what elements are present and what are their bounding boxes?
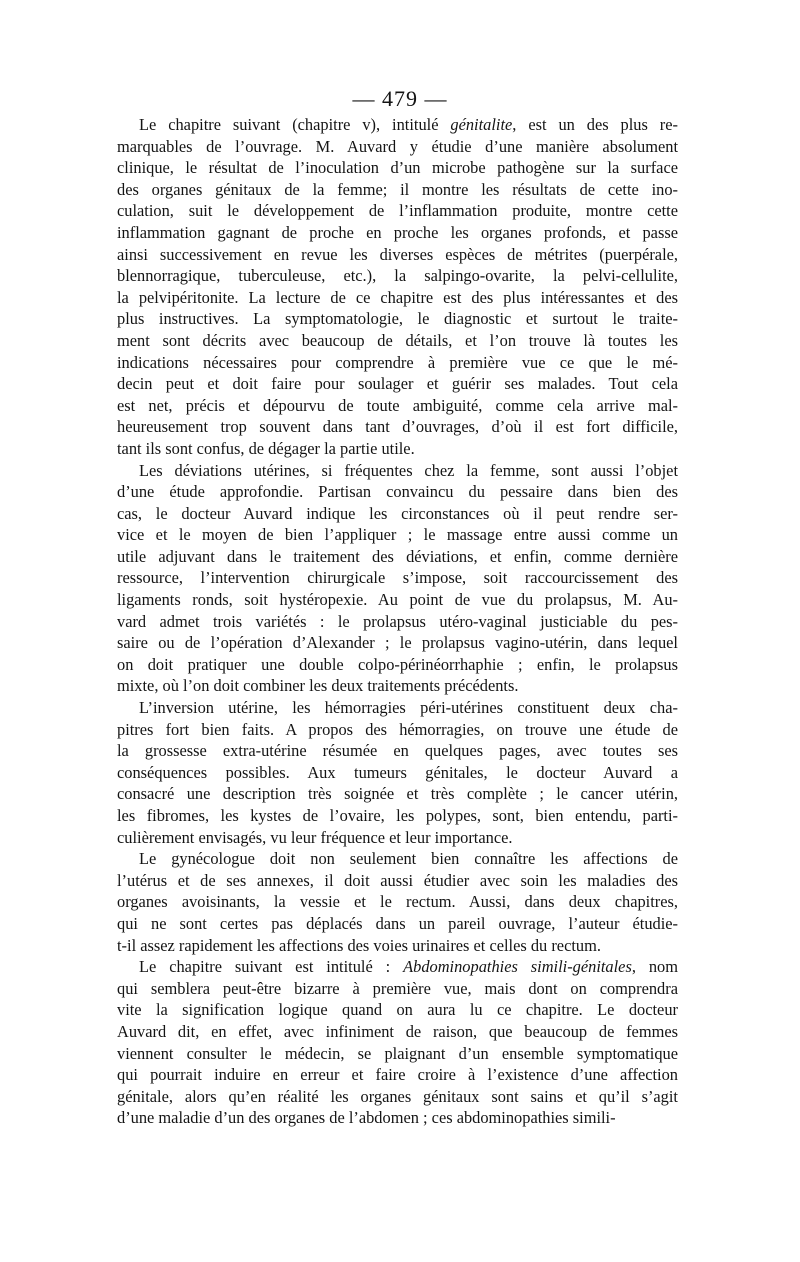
- text-line: culation, suit le développement de l’inflammation produite, montre cette: [117, 201, 678, 221]
- text-line: saire ou de l’opération d’Alexander ; le prolapsus vagino-utérin, dans lequel: [117, 633, 678, 653]
- text-line: Auvard dit, en effet, avec infiniment de raison, que beaucoup de femmes: [117, 1021, 678, 1041]
- text-line: culièrement envisagés, vu leur fréquence et leur importance.: [117, 827, 513, 847]
- text-line: heureusement trop souvent dans tant d’ouvrages, d’où il est fort difficile,: [117, 417, 678, 437]
- text-line: l’utérus et de ses annexes, il doit aussi étudier avec soin les maladies des: [117, 870, 678, 890]
- text-line: génitale, alors qu’en réalité les organes génitaux sont sains et qu’il s’agit: [117, 1086, 678, 1106]
- text-line: plus instructives. La symptomatologie, le diagnostic et surtout le traite-: [117, 309, 678, 329]
- paragraph-abdominopathies: [117, 956, 678, 1129]
- text-line: on doit pratiquer une double colpo-périnéorrhaphie ; enfin, le prolapsus: [117, 654, 678, 674]
- text-line: Le chapitre suivant est intitulé : Abdominopathies simili-génitales, nom: [139, 957, 678, 977]
- paragraph-genitalite: [117, 114, 678, 460]
- text-line: vice et le moyen de bien l’appliquer ; le massage entre aussi comme un: [117, 525, 678, 545]
- text-line: ressource, l’intervention chirurgicale s’impose, soit raccourcissement des: [117, 568, 678, 588]
- text-line: t-il assez rapidement les affections des voies urinaires et celles du rectum.: [117, 935, 601, 955]
- page-number: — 479 —: [352, 86, 448, 111]
- text-line: des organes génitaux de la femme; il montre les résultats de cette ino-: [117, 179, 678, 199]
- text-line: organes avoisinants, la vessie et le rectum. Aussi, dans deux chapitres,: [117, 892, 678, 912]
- text-line: marquables de l’ouvrage. M. Auvard y étudie d’une manière absolument: [117, 136, 678, 156]
- text-line: ainsi successivement en revue les diverses espèces de métrites (puerpérale,: [117, 244, 678, 264]
- text-line: la pelvipéritonite. La lecture de ce chapitre est des plus intéressantes et des: [117, 287, 678, 307]
- text-line: ment sont décrits avec beaucoup de détails, et l’on trouve là toutes les: [117, 330, 678, 350]
- text-line: d’une maladie d’un des organes de l’abdomen ; ces abdominopathies simili-: [117, 1108, 616, 1128]
- text-line: ligaments ronds, soit hystéropexie. Au point de vue du prolapsus, M. Au-: [117, 590, 678, 610]
- text-line: d’une étude approfondie. Partisan convaincu du pessaire dans bien des: [117, 482, 678, 502]
- text-line: qui semblera peut-être bizarre à première vue, mais dont on comprendra: [117, 978, 678, 998]
- text-line: qui pourrait induire en erreur et faire croire à l’existence d’une affection: [117, 1065, 678, 1085]
- text-line: inflammation gagnant de proche en proche les organes profonds, et passe: [117, 222, 678, 242]
- paragraph-inversion-uterine: [117, 697, 678, 848]
- text-line: consacré une description très soignée et très complète ; le cancer utérin,: [117, 784, 678, 804]
- text-line: vite la signification logique quand on aura lu ce chapitre. Le docteur: [117, 1000, 678, 1020]
- text-line: pitres fort bien faits. A propos des hémorragies, on trouve une étude de: [117, 719, 678, 739]
- text-line: Le gynécologue doit non seulement bien connaître les affections de: [139, 849, 678, 869]
- text-line: qui ne sont certes pas déplacés dans un pareil ouvrage, l’auteur étudie-: [117, 913, 678, 933]
- text-line: tant ils sont confus, de dégager la partie utile.: [117, 438, 415, 458]
- text-line: L’inversion utérine, les hémorragies péri-utérines constituent deux cha-: [139, 698, 678, 718]
- text-line: la grossesse extra-utérine résumée en quelques pages, avec toutes ses: [117, 741, 678, 761]
- text-line: viennent consulter le médecin, se plaignant d’un ensemble symptomatique: [117, 1043, 678, 1063]
- text-line: cas, le docteur Auvard indique les circonstances où il peut rendre ser-: [117, 503, 678, 523]
- text-line: Les déviations utérines, si fréquentes chez la femme, sont aussi l’objet: [139, 460, 678, 480]
- text-line: indications nécessaires pour comprendre à première vue ce que le mé-: [117, 352, 678, 372]
- text-line: clinique, le résultat de l’inoculation d’un microbe pathogène sur la surface: [117, 158, 678, 178]
- text-line: utile adjuvant dans le traitement des déviations, et enfin, comme dernière: [117, 546, 678, 566]
- text-line: decin peut et doit faire pour soulager et guérir ses malades. Tout cela: [117, 374, 678, 394]
- text-line: Le chapitre suivant (chapitre v), intitulé génitalite, est un des plus re-: [139, 115, 678, 134]
- text-line: blennorragique, tuberculeuse, etc.), la salpingo-ovarite, la pelvi-cellulite,: [117, 266, 678, 286]
- text-line: les fibromes, les kystes de l’ovaire, les polypes, sont, bien entendu, parti-: [117, 806, 678, 825]
- text-line: conséquences possibles. Aux tumeurs génitales, le docteur Auvard a: [117, 762, 678, 782]
- body-text: [117, 114, 678, 1129]
- paragraph-deviations-uterines: [117, 460, 678, 698]
- text-line: mixte, où l’on doit combiner les deux traitements précédents.: [117, 676, 519, 696]
- paragraph-gynecologue: [117, 848, 678, 956]
- text-line: est net, précis et dépourvu de toute ambiguité, comme cela arrive mal-: [117, 395, 678, 415]
- text-line: vard admet trois variétés : le prolapsus utéro-vaginal justiciable du pes-: [117, 611, 678, 631]
